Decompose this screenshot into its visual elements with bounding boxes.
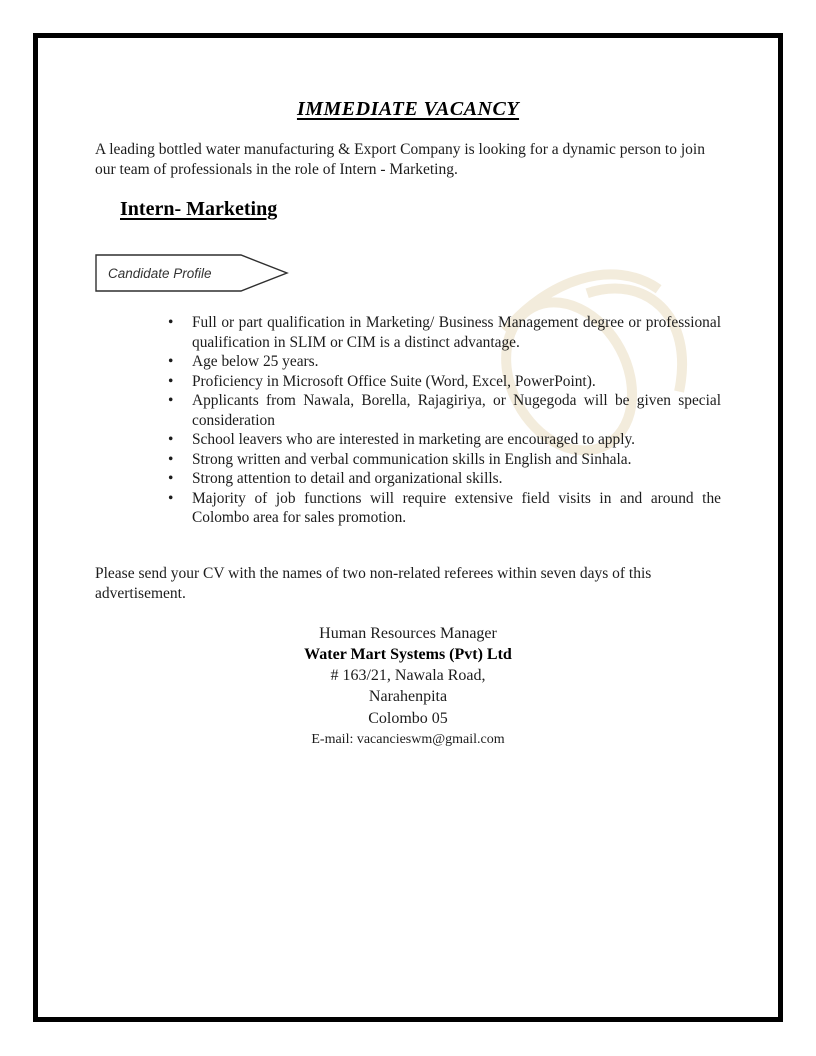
contact-email: E-mail: vacancieswm@gmail.com (311, 731, 505, 747)
requirements-list (95, 313, 721, 528)
contact-role: Human Resources Manager (319, 624, 497, 642)
document-content (95, 0, 721, 750)
page-title-text: IMMEDIATE VACANCY (296, 98, 520, 120)
candidate-profile-label: Candidate Profile (108, 265, 212, 281)
position-heading (120, 198, 721, 220)
candidate-profile-banner (95, 254, 289, 292)
list-item: • Strong attention to detail and organizational skills. (95, 469, 721, 489)
list-item: • Applicants from Nawala, Borella, Rajagiriya, or Nugegoda will be given special consideration (95, 391, 721, 430)
list-item: • Full or part qualification in Marketing/ Business Management degree or professional qualification in SLIM or CIM is a distinct advantage. (95, 313, 721, 352)
intro-paragraph: A leading bottled water manufacturing & Export Company is looking for a dynamic person to join our team of professionals in the role of Intern - Marketing. (95, 141, 705, 178)
address-line-3: Colombo 05 (368, 709, 448, 727)
position-heading-text: Intern- Marketing (120, 198, 278, 220)
address-line-1: # 163/21, Nawala Road, (330, 667, 486, 685)
list-item: • Majority of job functions will require extensive field visits in and around the Colombo area for sales promotion. (95, 489, 721, 528)
company-name: Water Mart Systems (Pvt) Ltd (304, 645, 512, 663)
list-item: • Proficiency in Microsoft Office Suite (Word, Excel, PowerPoint). (95, 372, 721, 392)
closing-paragraph: Please send your CV with the names of two non-related referees within seven days of this advertisement. (95, 564, 652, 602)
list-item: • Age below 25 years. (95, 352, 721, 372)
list-item: • School leavers who are interested in marketing are encouraged to apply. (95, 430, 721, 450)
list-item: • Strong written and verbal communication skills in English and Sinhala. (95, 450, 721, 470)
page-title (95, 98, 721, 120)
address-line-2: Narahenpita (368, 688, 448, 706)
contact-block (95, 623, 721, 751)
